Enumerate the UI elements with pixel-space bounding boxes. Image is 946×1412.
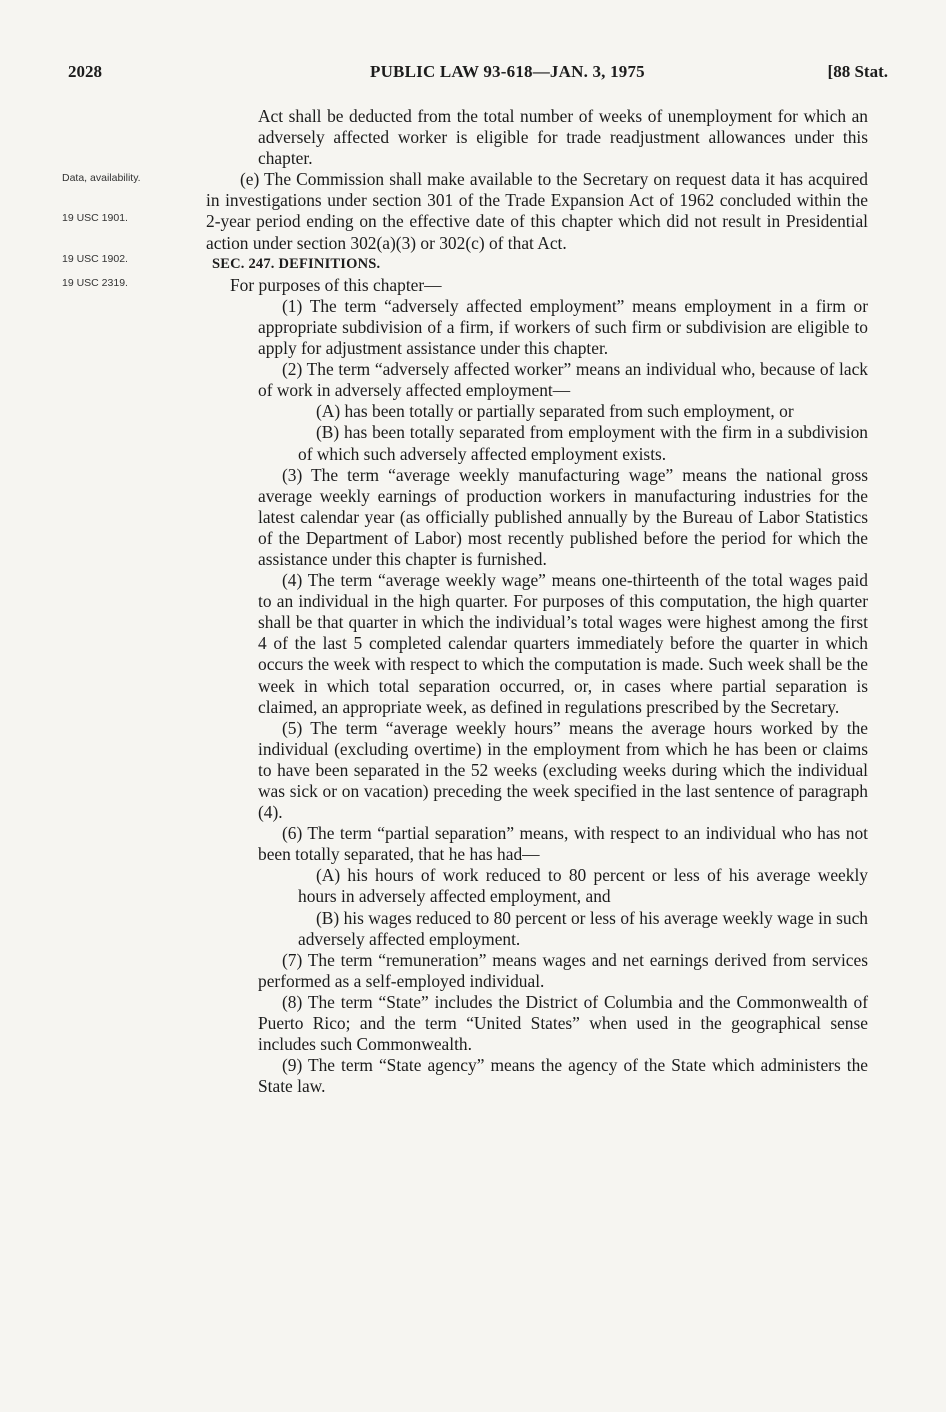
definitions-lead: For purposes of this chapter— xyxy=(230,274,442,295)
paragraph-continuation: Act shall be deducted from the total number of weeks of unemployment for which an adversely affected worker is eligible for trade readjustment allowances under this chapter. xyxy=(258,106,868,169)
definition-8: (8) The term “State” includes the District of Columbia and the Commonwealth of Puerto Rico; and the term “United States” when used in the geographical sense includes such Commonwealth. xyxy=(258,991,868,1055)
page-number: 2028 xyxy=(68,62,102,81)
definition-7: (7) The term “remuneration” means wages and net earnings derived from services performed as a self-employed individual. xyxy=(258,949,868,991)
body-text xyxy=(206,106,868,1097)
margin-note-19-usc-1902: 19 USC 1902. xyxy=(62,253,128,265)
section-heading: SEC. 247. DEFINITIONS. xyxy=(212,255,381,272)
definition-9: (9) The term “State agency” means the agency of the State which administers the State law. xyxy=(258,1055,868,1097)
margin-note-19-usc-1901: 19 USC 1901. xyxy=(62,212,128,224)
definition-2-a: (A) has been totally or partially separated from such employment, or xyxy=(316,401,794,422)
definition-6-b: (B) his wages reduced to 80 percent or less of his average weekly wage in such adversely affected employment. xyxy=(298,907,868,949)
definition-1: (1) The term “adversely affected employment” means employment in a firm or appropriate subdivision of a firm, if workers of such firm or subdivision are eligible to apply for adjustment assistance under this chapter. xyxy=(258,295,868,359)
definition-5: (5) The term “average weekly hours” means the average hours worked by the individual (excluding overtime) in the employment from which he has been or claims to have been separated in the 52 weeks (excluding weeks during which the individual was sick or on vacation) preceding the week specified in the last sentence of paragraph (4). xyxy=(258,717,868,823)
definition-6: (6) The term “partial separation” means, with respect to an individual who has not been totally separated, that he has had— xyxy=(258,823,868,865)
margin-note-data-availability: Data, availability. xyxy=(62,172,141,184)
paragraph-e: (e) The Commission shall make available to the Secretary on request data it has acquired in investigations under section 301 of the Trade Expansion Act of 1962 concluded within the 2-year period ending on the effective date of this chapter which did not result in Presidential action under section 302(a)(3) or 302(c) of that Act. xyxy=(206,169,868,253)
definition-4: (4) The term “average weekly wage” means one-thirteenth of the total wages paid to an individual in the high quarter. For purposes of this computation, the high quarter shall be that quarter in which the individual’s total wages were highest among the first 4 of the last 5 completed calendar quarters immediately before the quarter in which occurs the week with respect to which the computation is made. Such week shall be the week in which total separation occurred, or, in cases where partial separation is claimed, an appropriate week, as defined in regulations prescribed by the Secretary. xyxy=(258,570,868,717)
definition-2: (2) The term “adversely affected worker” means an individual who, because of lack of work in adversely affected employment— xyxy=(258,359,868,401)
statute-volume: [88 Stat. xyxy=(827,62,888,81)
running-title: PUBLIC LAW 93-618—JAN. 3, 1975 xyxy=(370,62,645,81)
definition-3: (3) The term “average weekly manufacturing wage” means the national gross average weekly earnings of production workers in manufacturing industries for the latest calendar year (as officially published annually by the Bureau of Labor Statistics of the Department of Labor) most recently published before the period for which the assistance under this chapter is furnished. xyxy=(258,464,868,569)
definition-6-a: (A) his hours of work reduced to 80 percent or less of his average weekly hours in adversely affected employment, and xyxy=(298,865,868,907)
definition-2-b: (B) has been totally separated from employment with the firm in a subdivision of which such adversely affected employment exists. xyxy=(298,422,868,464)
margin-note-19-usc-2319: 19 USC 2319. xyxy=(62,277,128,289)
page-header xyxy=(68,62,888,86)
